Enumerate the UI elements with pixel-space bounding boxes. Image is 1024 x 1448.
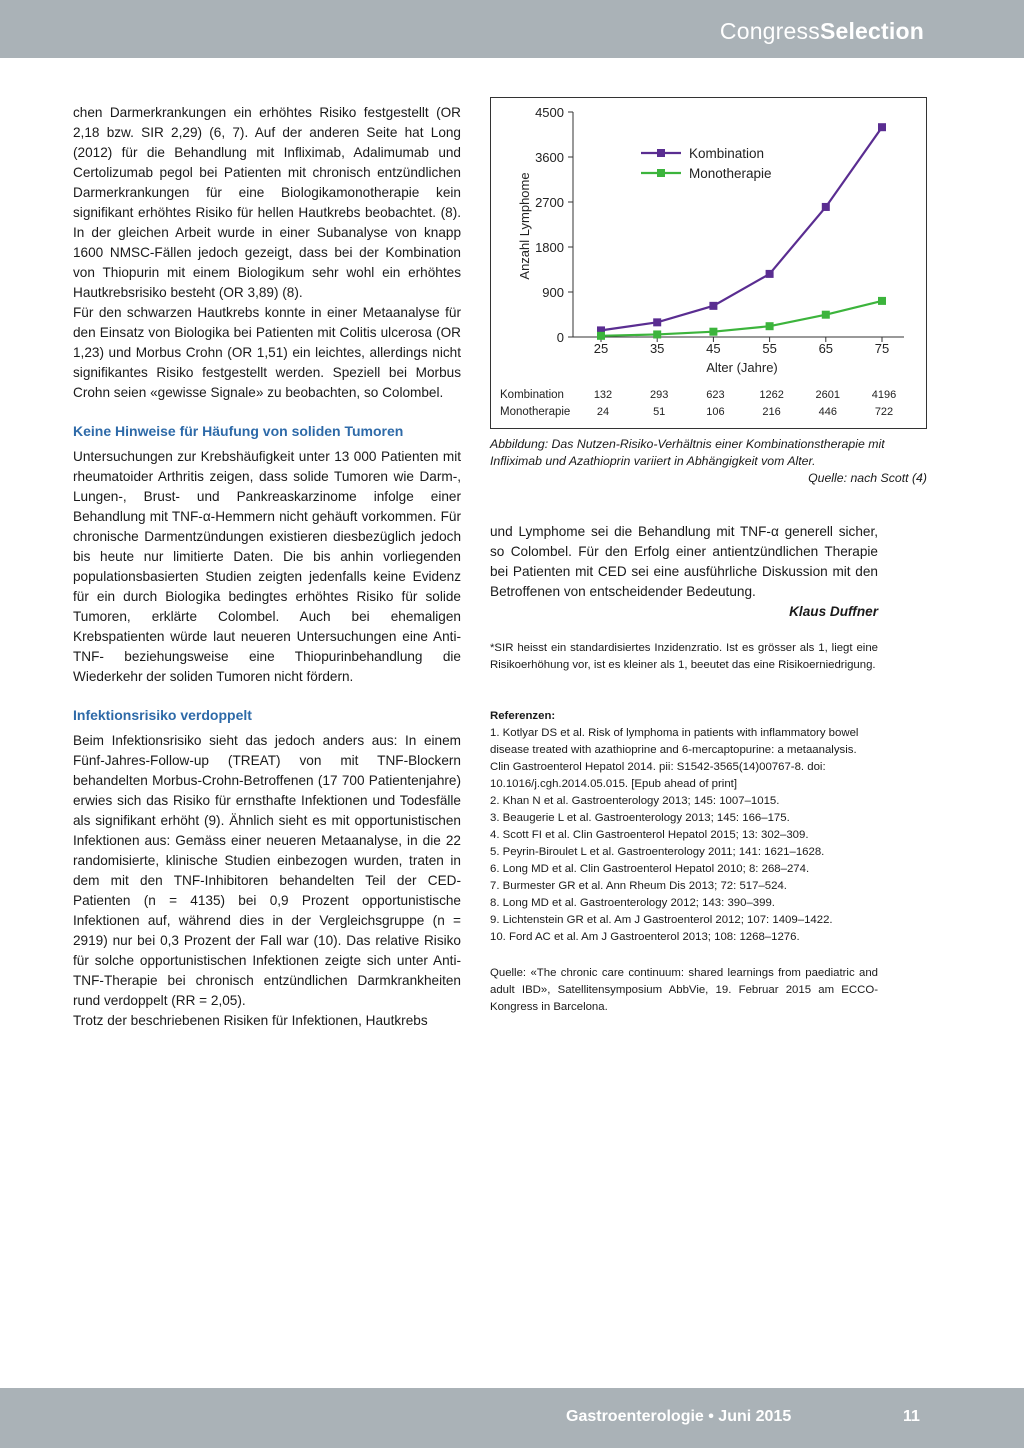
table-row-label: Monotherapie	[500, 406, 571, 418]
legend-marker	[657, 169, 665, 177]
footnote: *SIR heisst ein standardisiertes Inzidenzratio. Ist es grösser als 1, liegt eine Risikoerhöhung vor, ist es kleiner als 1, beeutet das eine Risikoerniedrigung.	[490, 642, 878, 671]
data-point	[653, 318, 661, 326]
table-cell: 132	[593, 389, 613, 401]
table-cell: 51	[653, 406, 666, 418]
table-cell: 106	[706, 406, 725, 418]
data-point	[709, 302, 717, 310]
reference-item: 8. Long MD et al. Gastroenterology 2012; 143: 390–399.	[490, 897, 775, 909]
reference-item: 9. Lichtenstein GR et al. Am J Gastroenterol 2012; 107: 1409–1422.	[490, 914, 833, 926]
data-point	[653, 330, 661, 338]
brand-bold: Selection	[819, 18, 924, 44]
reference-item: 1. Kotlyar DS et al. Risk of lymphoma in patients with inflammatory bowel disease treated with azathioprine and 6-mercaptopurine: a metaanalysis. Clin Gastroenterol Hepatol 2014. pii: S1542-3565(14)00767-8. doi: 10.1016/j.cgh.2014.05.015. [Epub ahead of print]	[490, 727, 859, 790]
data-point	[822, 311, 830, 319]
reference-item: 7. Burmester GR et al. Ann Rheum Dis 2013; 72: 517–524.	[490, 880, 787, 892]
paragraph: chen Darmerkrankungen ein erhöhtes Risiko festgestellt (OR 2,18 bzw. SIR 2,29) (6, 7). Auf der anderen Seite hat Long (2012) für die Behandlung mit Infliximab, Adalimumab und Certolizumab pegol bei Patienten mit chronisch entzündlichen Darmerkrankungen für eine Biologikamonotherapie kein signifikant erhöhtes Risiko für hellen Hautkrebs beobachtet. (8). In der gleichen Arbeit wurde in einer Subanalyse von knapp 1600 NMSC-Fällen jedoch gezeigt, dass bei der Kombination von Thiopurin mit einem Biologikum sehr wohl ein erhöhtes Hautkrebsrisiko besteht (OR 3,89) (8).	[73, 105, 461, 300]
x-tick-label: 25	[593, 341, 609, 356]
figure-caption	[490, 436, 927, 487]
y-tick-label: 2700	[535, 195, 564, 210]
table-cell: 722	[874, 406, 894, 418]
data-point	[766, 270, 774, 278]
y-tick-label: 3600	[535, 150, 564, 165]
y-tick-label: 1800	[535, 240, 564, 255]
right-column	[490, 522, 878, 622]
table-cell: 293	[650, 389, 669, 401]
y-tick-label: 0	[556, 330, 564, 345]
line-chart	[491, 98, 926, 428]
x-tick-label: 45	[706, 341, 721, 356]
y-axis-label: Anzahl Lymphome	[517, 172, 532, 280]
paragraph: Beim Infektionsrisiko sieht das jedoch anders aus: In einem Fünf-Jahres-Follow-up (TREAT) von mit TNF-Blockern behandelten Morbus-Crohn-Betroffenen (17 700 Patientenjahre) erwies sich das Risiko für ernsthafte Infektionen und Todesfälle als signifikant erhöht (9). Ähnlich sieht es mit opportunistischen Infektionen aus: Gemäss einer neueren Metaanalyse, in die 22 randomisierte, klinische Studien einbezogen wurden, traten in dem mit den TNF-Inhibitoren behandelten Teil der CED-Patienten (n = 4135) bei 0,9 Prozent opportunistische Infektionen auf, während dies in der Vergleichsgruppe (n = 2919) nur bei 0,3 Prozent der Fall war (10). Das relative Risiko für solche opportunistischen Infektionen zeigte sich unter Anti-TNF-Therapie bei chronisch entzündlichen Darmkrankheiten rund verdoppelt (RR = 2,05).	[73, 733, 461, 1008]
x-tick-label: 65	[818, 341, 834, 356]
reference-item: 3. Beaugerie L et al. Gastroenterology 2013; 145: 166–175.	[490, 812, 790, 824]
table-cell: 446	[818, 406, 837, 418]
x-tick-label: 35	[649, 341, 665, 356]
left-column	[73, 103, 461, 1031]
table-row-label: Kombination	[500, 389, 564, 401]
data-point	[766, 322, 774, 330]
table-cell: 1262	[759, 389, 784, 401]
brand-thin: Congress	[719, 18, 820, 44]
y-tick-label: 900	[542, 285, 564, 300]
references-list	[490, 725, 878, 946]
paragraph: und Lymphome sei die Behandlung mit TNF-α generell sicher, so Colombel. Für den Erfolg einer antientzündlichen Therapie bei Patienten mit CED sei eine ausführliche Diskussion mit den Betroffenen von entscheidender Bedeutung.	[490, 524, 878, 599]
data-point	[822, 203, 830, 211]
table-cell: 2601	[815, 389, 841, 401]
paragraph: Untersuchungen zur Krebshäufigkeit unter 13 000 Patienten mit rheumatoider Arthritis zeigen, dass solide Tumoren wie Darm-, Lungen-, Brust- und Pankreaskarzinome infolge einer Behandlung mit TNF-α-Hemmern nicht gehäuft vorkommen. Für chronische Darmentzündungen existieren diesbezüglich jedoch bis heute nur limitierte Daten. Die bis anhin vorliegenden populationsbasierten Studien zeigten jedenfalls keine Evidenz für ein durch Biologika bedingtes erhöhtes Risiko für solide Tumoren, erklärte Colombel. Auch bei ehemaligen Krebspatienten würde laut neueren Untersuchungen eine Anti-TNF- beziehungsweise eine Thiopurinbehandlung die Wiederkehr der soliden Tumoren nicht fördern.	[73, 449, 461, 684]
reference-item: 2. Khan N et al. Gastroenterology 2013; 145: 1007–1015.	[490, 795, 780, 807]
x-axis-label: Alter (Jahre)	[706, 360, 778, 375]
legend-label: Monotherapie	[689, 166, 772, 181]
table-cell: 216	[762, 406, 781, 418]
caption-source: Quelle: nach Scott (4)	[808, 471, 927, 485]
brand-logo	[720, 18, 924, 45]
footer-bar	[0, 1388, 1024, 1448]
y-tick-label: 4500	[535, 105, 564, 120]
legend-label: Kombination	[689, 146, 765, 161]
table-cell: 24	[596, 406, 610, 418]
section-heading: Infektionsrisiko verdoppelt	[73, 707, 252, 723]
references	[490, 708, 878, 946]
chart-figure	[490, 97, 927, 429]
header-bar	[0, 0, 1024, 58]
legend-marker	[657, 149, 665, 157]
page-number: 11	[903, 1408, 920, 1425]
series-line	[601, 301, 882, 336]
references-title: Referenzen:	[490, 710, 556, 722]
section-heading: Keine Hinweise für Häufung von soliden Tumoren	[73, 423, 404, 439]
paragraph: Für den schwarzen Hautkrebs konnte in einer Metaanalyse für den Einsatz von Biologika bei Patienten mit Colitis ulcerosa (OR 1,23) und Morbus Crohn (OR 1,51) ein leichtes, allerdings nicht signifikantes Risiko festgestellt werden. Speziell bei Morbus Crohn seien «gewisse Signale» zu beobachten, so Colombel.	[73, 305, 461, 400]
data-point	[878, 123, 886, 131]
reference-item: 4. Scott FI et al. Clin Gastroenterol Hepatol 2015; 13: 302–309.	[490, 829, 809, 841]
data-point	[878, 297, 886, 305]
caption-text: Abbildung: Das Nutzen-Risiko-Verhältnis einer Kombinationstherapie mit Infliximab und Azathioprin variiert in Abhängigkeit vom Alter.	[490, 437, 885, 468]
data-point	[597, 332, 605, 340]
source-note: Quelle: «The chronic care continuum: shared learnings from paediatric and adult IBD», Satellitensymposium AbbVie, 19. Februar 2015 am ECCO-Kongress in Barcelona.	[490, 967, 878, 1013]
table-cell: 4196	[871, 389, 897, 401]
table-cell: 623	[706, 389, 725, 401]
reference-item: 5. Peyrin-Biroulet L et al. Gastroenterology 2011; 141: 1621–1628.	[490, 846, 825, 858]
paragraph: Trotz der beschriebenen Risiken für Infektionen, Hautkrebs	[73, 1013, 428, 1028]
data-point	[709, 328, 717, 336]
reference-item: 6. Long MD et al. Clin Gastroenterol Hepatol 2010; 8: 268–274.	[490, 863, 810, 875]
reference-item: 10. Ford AC et al. Am J Gastroenterol 2013; 108: 1268–1276.	[490, 931, 800, 943]
x-tick-label: 75	[874, 341, 890, 356]
x-tick-label: 55	[762, 341, 777, 356]
author: Klaus Duffner	[789, 604, 878, 619]
footer-journal: Gastroenterologie • Juni 2015	[566, 1408, 792, 1425]
